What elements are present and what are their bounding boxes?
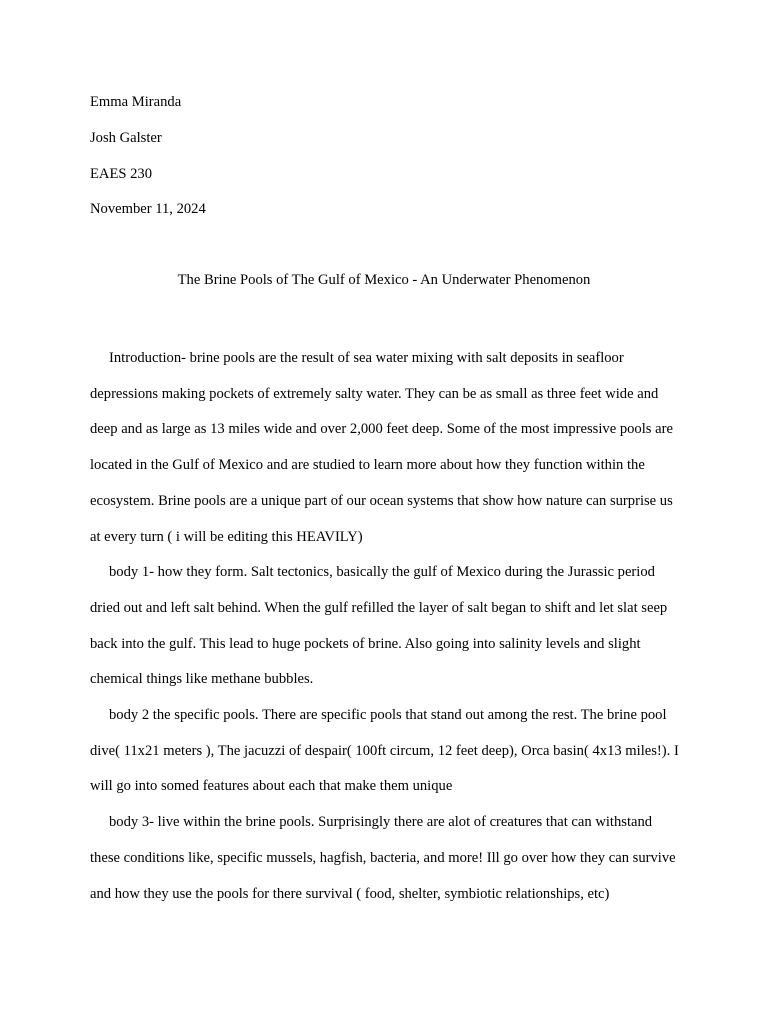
document-body: [90, 341, 680, 912]
student-name: Emma Miranda: [90, 94, 182, 110]
paragraph-body-3: body 3- live within the brine pools. Surprisingly there are alot of creatures that can withstand these conditions like, specific mussels, hagfish, bacteria, and more! Ill go over how they can survive and how they use the pools for there survival ( food, shelter, symbiotic relationships, etc): [90, 814, 676, 902]
paragraph-body-1: body 1- how they form. Salt tectonics, basically the gulf of Mexico during the Jurassic period dried out and left salt behind. When the gulf refilled the layer of salt began to shift and let slat seep back into the gulf. This lead to huge pockets of brine. Also going into salinity levels and slight chemical things like methane bubbles.: [90, 564, 668, 688]
instructor-name: Josh Galster: [90, 130, 162, 146]
course-code: EAES 230: [90, 166, 153, 182]
document-title: The Brine Pools of The Gulf of Mexico - An Underwater Phenomenon: [177, 272, 591, 288]
paragraph-body-2: body 2 the specific pools. There are specific pools that stand out among the rest. The brine pool dive( 11x21 meters ), The jacuzzi of despair( 100ft circum, 12 feet deep), Orca basin( 4x13 miles!). I will go into somed features about each that make them unique: [90, 707, 679, 795]
document-date: November 11, 2024: [90, 201, 206, 217]
paragraph-introduction: Introduction- brine pools are the result of sea water mixing with salt deposits in seafloor depressions making pockets of extremely salty water. They can be as small as three feet wide and deep and as large as 13 miles wide and over 2,000 feet deep. Some of the most impressive pools are located in the Gulf of Mexico and are studied to learn more about how they function within the ecosystem. Brine pools are a unique part of our ocean systems that show how nature can surprise us at every turn ( i will be editing this HEAVILY): [90, 350, 673, 545]
